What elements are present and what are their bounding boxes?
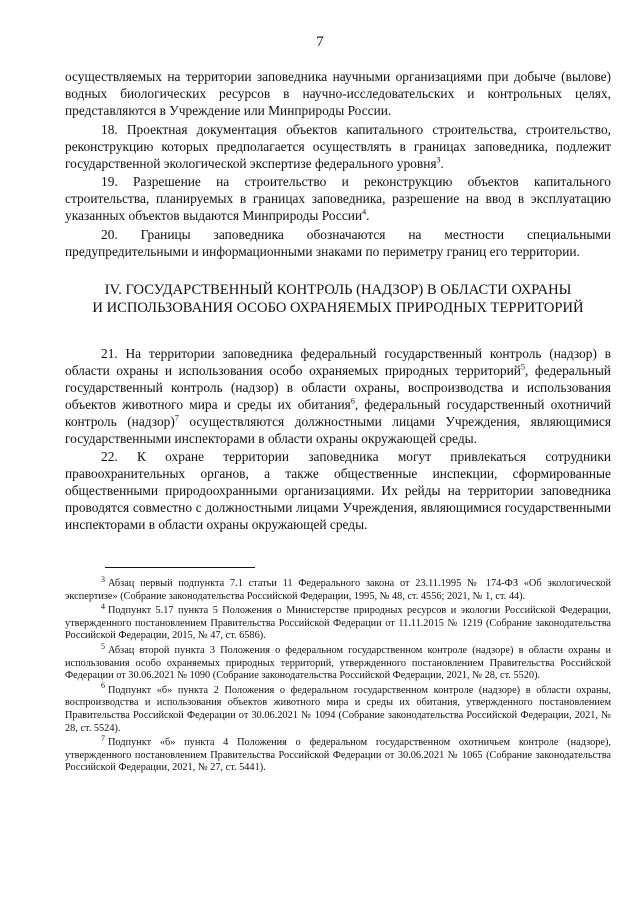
- paragraph-text: 18. Проектная документация объектов капитального строительства, строительство, реконструкцию которых предполагается осуществлять в границах заповедника, подлежит государственной экологической экспертизе федерального уровня: [65, 121, 611, 171]
- footnote-number: 4: [101, 601, 105, 611]
- footnote-text: Подпункт «б» пункта 2 Положения о федеральном государственном контроле (надзоре) в области охраны, воспроизводства и использования объектов животного мира и среды их обитания, утвержденного постановлением Правительства Российской Федерации от 30.06.2021 № 1094 (Собрание законодательства Российской Федерации, 2021, № 28, ст. 5524).: [65, 684, 611, 734]
- section-heading-line-1: IV. ГОСУДАРСТВЕННЫЙ КОНТРОЛЬ (НАДЗОР) В ОБЛАСТИ ОХРАНЫ: [104, 281, 572, 298]
- footnote-number: 7: [101, 733, 105, 743]
- footnote-3: [65, 574, 611, 603]
- page-number: 7: [316, 34, 324, 50]
- section-heading: [65, 281, 611, 317]
- footnote-ref-3: 3: [436, 155, 441, 165]
- paragraph-continuation: [65, 68, 611, 119]
- footnote-6: [65, 681, 611, 735]
- paragraph-text: , федеральный государственный охотничий контроль (надзор): [65, 396, 611, 429]
- section-heading-line-2: И ИСПОЛЬЗОВАНИЯ ОСОБО ОХРАНЯЕМЫХ ПРИРОДНЫХ ТЕРРИТОРИЙ: [92, 299, 584, 316]
- footnote-ref-7: 7: [174, 413, 179, 423]
- footnote-ref-4: 4: [362, 207, 367, 217]
- footnote-text: Подпункт «б» пункта 4 Положения о федеральном государственном охотничьем контроле (надзоре), утвержденного постановлением Правительства Российской Федерации от 30.06.2021 № 1065 (Собрание законодательства Российской Федерации, 2021, № 27, ст. 5441).: [65, 737, 611, 774]
- footnote-number: 3: [101, 574, 105, 584]
- paragraph-text: осуществляемых на территории заповедника научными организациями при добыче (вылове) водных биологических ресурсов в научно-исследовательских и контрольных целях, представляются в Учреждение или Минприроды России.: [65, 69, 611, 118]
- paragraph-19: [65, 173, 611, 224]
- footnote-divider: [105, 567, 255, 568]
- footnote-7: [65, 733, 611, 775]
- footnote-text: Абзац второй пункта 3 Положения о федеральном государственном контроле (надзоре) в области охраны и использования особо охраняемых природных территорий, утвержденного постановлением Правительства Российской Федерации от 30.06.2021 № 1090 (Собрание законодательства Российской Федерации, 2021, № 28, ст. 5520).: [65, 644, 611, 682]
- document-body: [65, 68, 611, 775]
- footnote-ref-5: 5: [520, 362, 525, 372]
- paragraph-text: 20. Границы заповедника обозначаются на местности специальными предупредительными и информационными знаками по периметру границ его территории.: [65, 226, 611, 259]
- paragraph-21: [65, 345, 611, 447]
- footnote-number: 6: [101, 681, 105, 691]
- paragraph-20: [65, 226, 611, 260]
- paragraph-18: [65, 121, 611, 172]
- paragraph-text: , федеральный государственный контроль (надзор) в области охраны, воспроизводства и использования объектов животного мира и среды их обитания: [65, 362, 611, 412]
- paragraph-end: .: [366, 208, 370, 223]
- footnote-text: Подпункт 5.17 пункта 5 Положения о Министерстве природных ресурсов и экологии Российской Федерации, утвержденного постановлением Правительства Российской Федерации от 11.11.2015 № 1219 (Собрание законодательства Российской Федерации, 2015, № 47, ст. 6586).: [65, 605, 611, 642]
- footnote-number: 5: [101, 641, 105, 651]
- paragraph-end: .: [440, 155, 444, 171]
- footnote-ref-6: 6: [350, 396, 355, 406]
- footnotes: [65, 574, 611, 775]
- paragraph-22: 22. К охране территории заповедника могут привлекаться сотрудники правоохранительных органов, а также общественные инспекции, сформированные общественными природоохранными организациями. Их рейды на территории заповедника проводятся совместно с должностными лицами Учреждения, являющимися государственными инспекторами в области охраны окружающей среды.: [65, 449, 611, 532]
- footnote-5: [65, 641, 611, 683]
- paragraph-text: 19. Разрешение на строительство и реконструкцию объектов капитального строительства, планируемых в границах заповедника, разрешение на ввод в эксплуатацию указанных объектов выдаются Минприроды России: [65, 174, 611, 223]
- paragraph-text: осуществляются должностными лицами Учреждения, являющимися государственными инспекторами в области охраны окружающей среды.: [65, 413, 611, 446]
- footnote-text: Абзац первый подпункта 7.1 статьи 11 Федерального закона от 23.11.1995 № 174-ФЗ «Об экологической экспертизе» (Собрание законодательства Российской Федерации, 1995, № 48, ст. 4556; 2021, № 1, ст. 44).: [65, 578, 611, 602]
- paragraph-text: 21. На территории заповедника федеральный государственный контроль (надзор) в области охраны и использования особо охраняемых природных территорий: [65, 345, 611, 378]
- footnote-4: [65, 601, 611, 643]
